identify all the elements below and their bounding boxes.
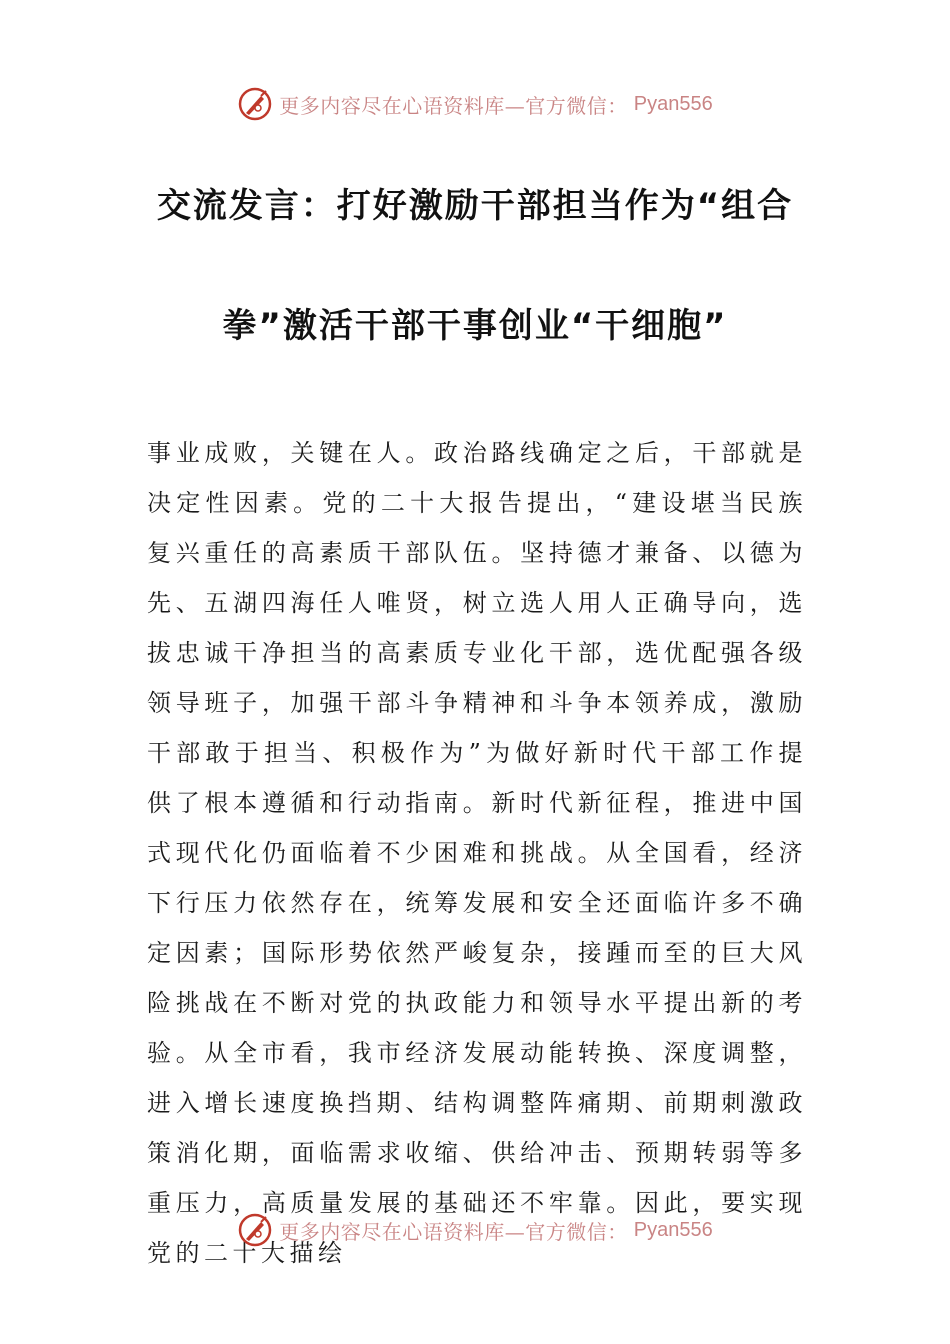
header-watermark	[0, 84, 950, 124]
quill-pen-icon	[237, 86, 273, 122]
document-title-line-1: 交流发言：打好激励干部担当作为“组合	[156, 186, 794, 226]
watermark-account: Pyan556	[633, 1218, 713, 1241]
watermark-text: 更多内容尽在心语资料库—官方微信：	[279, 93, 628, 118]
watermark-text: 更多内容尽在心语资料库—官方微信：	[279, 1219, 628, 1244]
footer-watermark	[0, 1210, 950, 1250]
watermark-account: Pyan556	[633, 92, 713, 115]
quill-pen-icon	[237, 1212, 273, 1248]
document-title-line-2: 拳”激活干部干事创业“干细胞”	[222, 306, 728, 346]
body-paragraph: 事业成败，关键在人。政治路线确定之后，干部就是决定性因素。党的二十大报告提出，“建设堪当民族复兴重任的高素质干部队伍。坚持德才兼备、以德为先、五湖四海任人唯贤，树立选人用人正确导向，选拔忠诚干净担当的高素质专业化干部，选优配强各级领导班子，加强干部斗争精神和斗争本领养成，激励干部敢于担当、积极作为”为做好新时代干部工作提供了根本遵循和行动指南。新时代新征程，推进中国式现代化仍面临着不少困难和挑战。从全国看，经济下行压力依然存在，统筹发展和安全还面临许多不确定因素；国际形势依然严峻复杂，接踵而至的巨大风险挑战在不断对党的执政能力和领导水平提出新的考验。从全市看，我市经济发展动能转换、深度调整，进入增长速度换挡期、结构调整阵痛期、前期刺激政策消化期，面临需求收缩、供给冲击、预期转弱等多重压力，高质量发展的基础还不牢靠。因此，要实现党的二十大描绘	[147, 439, 807, 1267]
